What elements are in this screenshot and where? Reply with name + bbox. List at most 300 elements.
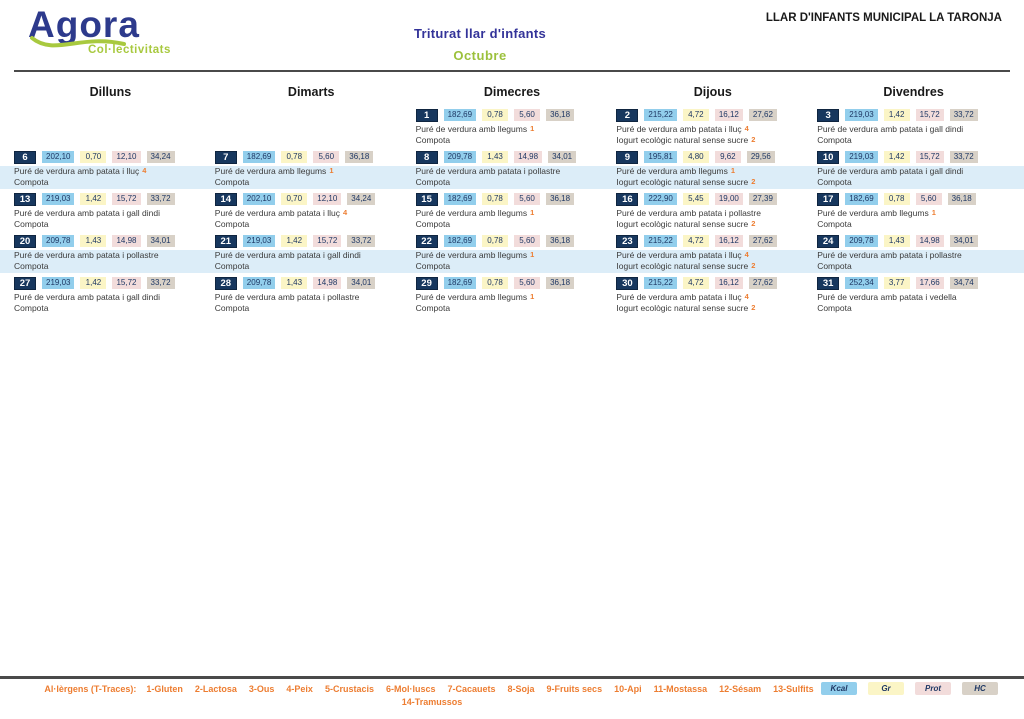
gr-value: 4,72: [683, 109, 709, 121]
menu-item: [416, 177, 609, 188]
prot-value: 16,12: [715, 109, 743, 121]
hc-value: 33,72: [147, 193, 175, 205]
menu-item-text: Puré de verdura amb patata i lluç: [616, 292, 742, 302]
legend-hc-badge: HC: [962, 682, 998, 695]
menu-item: [416, 261, 609, 272]
menu-item: [215, 303, 408, 314]
prot-value: 15,72: [916, 109, 944, 121]
kcal-value: 219,03: [845, 109, 877, 121]
day-cell-header: [616, 192, 809, 206]
menu-item-text: Compota: [817, 303, 852, 313]
menu-item-text: Puré de verdura amb patata i gall dindi: [817, 166, 964, 176]
day-cell-header: [817, 150, 1010, 164]
gr-value: 0,78: [482, 193, 508, 205]
prot-value: 14,98: [514, 151, 542, 163]
kcal-value: 195,81: [644, 151, 676, 163]
allergen-number: 1: [931, 208, 936, 217]
day-cell-header: [616, 108, 809, 122]
day-cell: [616, 192, 809, 234]
menu-item: [416, 166, 609, 177]
menu-item: [416, 135, 609, 146]
menu-item: [215, 166, 408, 177]
week-row: [14, 150, 1010, 192]
prot-value: 16,12: [715, 235, 743, 247]
allergen-number: 2: [751, 177, 756, 186]
kcal-value: 209,78: [845, 235, 877, 247]
day-number-badge: 31: [817, 277, 839, 290]
kcal-value: 182,69: [845, 193, 877, 205]
menu-item-text: Puré de verdura amb llegums: [415, 208, 528, 218]
allergen-legend-item: 4-Peix: [286, 684, 313, 694]
week-row: [14, 108, 1010, 150]
day-number-badge: 8: [416, 151, 438, 164]
menu-item-text: Iogurt ecològic natural sense sucre: [616, 135, 749, 145]
title-block: [330, 0, 630, 63]
allergen-number: 4: [343, 208, 348, 217]
menu-item-text: Compota: [817, 261, 852, 271]
gr-value: 1,42: [80, 193, 106, 205]
menu-item-text: Puré de verdura amb patata i gall dindi: [214, 250, 361, 260]
prot-value: 5,60: [514, 193, 540, 205]
kcal-value: 219,03: [42, 193, 74, 205]
menu-item-text: Puré de verdura amb patata i gall dindi: [14, 292, 161, 302]
menu-item: [14, 292, 207, 303]
menu-item: [616, 135, 809, 146]
menu-item: [616, 219, 809, 230]
kcal-value: 215,22: [644, 109, 676, 121]
allergen-legend-item: 12-Sésam: [719, 684, 762, 694]
day-cell: [416, 150, 609, 192]
prot-value: 15,72: [112, 193, 140, 205]
gr-value: 0,78: [482, 235, 508, 247]
day-number-badge: 30: [616, 277, 638, 290]
day-cell-header: [215, 192, 408, 206]
menu-item-text: Compota: [817, 135, 852, 145]
kcal-value: 209,78: [444, 151, 476, 163]
prot-value: 14,98: [313, 277, 341, 289]
footer-divider: [0, 676, 1024, 679]
day-cell-header: [416, 276, 609, 290]
day-cell: [215, 234, 408, 276]
menu-item: [14, 208, 207, 219]
menu-item: [14, 219, 207, 230]
menu-item: [416, 250, 609, 261]
kcal-value: 202,10: [243, 193, 275, 205]
gr-value: 3,77: [884, 277, 910, 289]
menu-item: [215, 208, 408, 219]
menu-item: [817, 219, 1010, 230]
day-number-badge: 22: [416, 235, 438, 248]
allergen-number: 2: [751, 261, 756, 270]
kcal-value: 209,78: [243, 277, 275, 289]
menu-item-text: Compota: [214, 303, 250, 313]
menu-item: [817, 208, 1010, 219]
gr-value: 1,42: [281, 235, 307, 247]
day-cell: [616, 276, 809, 318]
agora-logo: [28, 4, 198, 66]
day-cell-header: [14, 234, 207, 248]
menu-item: [616, 208, 809, 219]
day-number-badge: 1: [416, 109, 438, 122]
logo-subtitle: Col·lectivitats: [88, 44, 171, 56]
day-number-badge: 28: [215, 277, 237, 290]
week-row: [14, 234, 1010, 276]
day-cell-header: [416, 108, 609, 122]
kcal-value: 182,69: [444, 109, 476, 121]
prot-value: 19,00: [715, 193, 743, 205]
day-number-badge: 23: [616, 235, 638, 248]
day-number-badge: 15: [416, 193, 438, 206]
empty-day-cell: [215, 108, 408, 150]
menu-item: [817, 250, 1010, 261]
menu-item: [416, 219, 609, 230]
gr-value: 0,78: [482, 277, 508, 289]
day-cell-header: [817, 276, 1010, 290]
kcal-value: 215,22: [644, 235, 676, 247]
weekday-header: Dimarts: [287, 85, 335, 99]
menu-item: [215, 177, 408, 188]
legend-gr-badge: Gr: [868, 682, 904, 695]
gr-value: 1,43: [482, 151, 508, 163]
menu-item-text: Compota: [214, 177, 250, 187]
empty-day-cell: [14, 108, 207, 150]
menu-item-text: Iogurt ecològic natural sense sucre: [616, 219, 749, 229]
gr-value: 4,72: [683, 277, 709, 289]
gr-value: 1,43: [80, 235, 106, 247]
page-header: [0, 0, 1024, 70]
hc-value: 34,01: [147, 235, 175, 247]
weekday-header: Dimecres: [483, 85, 541, 99]
allergen-legend-item: 13-Sulfits: [773, 684, 814, 694]
allergen-legend-prefix: Al·lèrgens (T-Traces):: [44, 684, 137, 694]
kcal-value: 182,69: [444, 193, 476, 205]
menu-item: [616, 303, 809, 314]
hc-value: 33,72: [950, 151, 978, 163]
menu-item: [416, 303, 609, 314]
hc-value: 29,56: [747, 151, 775, 163]
day-cell-header: [616, 150, 809, 164]
menu-item-text: Compota: [214, 261, 250, 271]
hc-value: 36,18: [345, 151, 373, 163]
hc-value: 34,24: [347, 193, 375, 205]
prot-value: 12,10: [112, 151, 140, 163]
day-cell-header: [817, 234, 1010, 248]
gr-value: 1,42: [80, 277, 106, 289]
hc-value: 34,01: [548, 151, 576, 163]
month-label: Octubre: [453, 48, 507, 63]
day-cell: [817, 276, 1010, 318]
allergen-number: 1: [530, 250, 535, 259]
day-cell: [616, 108, 809, 150]
menu-item: [14, 303, 207, 314]
day-number-badge: 24: [817, 235, 839, 248]
menu-item-text: Compota: [415, 303, 451, 313]
nutrient-color-legend: [821, 682, 998, 695]
day-cell: [817, 192, 1010, 234]
menu-item: [817, 166, 1010, 177]
menu-item-text: Puré de verdura amb patata i pollastre: [14, 250, 159, 260]
prot-value: 14,98: [916, 235, 944, 247]
kcal-value: 182,69: [243, 151, 275, 163]
prot-value: 15,72: [112, 277, 140, 289]
prot-value: 16,12: [715, 277, 743, 289]
day-cell: [416, 108, 609, 150]
menu-item: [215, 219, 408, 230]
day-cell: [416, 234, 609, 276]
allergen-number: 1: [530, 124, 535, 133]
menu-item: [616, 292, 809, 303]
day-number-badge: 17: [817, 193, 839, 206]
menu-item-text: Iogurt ecològic natural sense sucre: [616, 261, 749, 271]
day-number-badge: 6: [14, 151, 36, 164]
gr-value: 0,78: [482, 109, 508, 121]
allergen-legend-item: 7-Cacauets: [447, 684, 496, 694]
day-cell: [616, 150, 809, 192]
day-cell-header: [215, 150, 408, 164]
hc-value: 34,74: [950, 277, 978, 289]
allergen-number: 4: [744, 250, 749, 259]
menu-item-text: Puré de verdura amb patata i gall dindi: [14, 208, 161, 218]
day-cell: [416, 192, 609, 234]
day-cell-header: [817, 192, 1010, 206]
kcal-value: 215,22: [644, 277, 676, 289]
day-number-badge: 13: [14, 193, 36, 206]
allergen-number: 4: [142, 166, 147, 175]
menu-item-text: Puré de verdura amb patata i lluç: [14, 166, 140, 176]
allergen-legend-item: 6-Mol·luscs: [385, 684, 436, 694]
menu-item: [817, 124, 1010, 135]
hc-value: 27,62: [749, 109, 777, 121]
day-cell-header: [14, 150, 207, 164]
menu-item-text: Compota: [14, 261, 49, 271]
day-cell: [616, 234, 809, 276]
allergen-number: 1: [329, 166, 334, 175]
menu-item-text: Puré de verdura amb patata i lluç: [214, 208, 341, 218]
allergen-legend-item: 11-Mostassa: [653, 684, 708, 694]
allergen-number: 1: [530, 292, 535, 301]
day-number-badge: 3: [817, 109, 839, 122]
day-cell: [215, 276, 408, 318]
day-cell: [215, 192, 408, 234]
day-cell-header: [616, 276, 809, 290]
menu-item-text: Compota: [214, 219, 250, 229]
gr-value: 1,42: [884, 151, 910, 163]
day-cell: [416, 276, 609, 318]
allergen-number: 1: [530, 208, 535, 217]
hc-value: 36,18: [546, 277, 574, 289]
allergen-number: 4: [744, 292, 749, 301]
weekday-header: Divendres: [883, 85, 944, 99]
menu-item: [14, 166, 207, 177]
menu-item: [616, 166, 809, 177]
day-cell-header: [215, 276, 408, 290]
menu-item-text: Puré de verdura amb patata i vedella: [817, 292, 957, 302]
hc-value: 27,62: [749, 277, 777, 289]
hc-value: 36,18: [546, 235, 574, 247]
menu-item-text: Puré de verdura amb patata i pollastre: [214, 292, 360, 302]
prot-value: 15,72: [313, 235, 341, 247]
hc-value: 36,18: [546, 109, 574, 121]
prot-value: 5,60: [514, 235, 540, 247]
allergen-legend-line2: 14-Tramussos: [401, 697, 463, 707]
kcal-value: 252,34: [845, 277, 877, 289]
menu-item: [616, 250, 809, 261]
day-cell-header: [14, 192, 207, 206]
gr-value: 0,78: [884, 193, 910, 205]
kcal-value: 219,03: [845, 151, 877, 163]
menu-item: [416, 292, 609, 303]
menu-item: [616, 261, 809, 272]
menu-item: [817, 261, 1010, 272]
menu-item-text: Compota: [14, 219, 49, 229]
menu-item-text: Compota: [415, 177, 451, 187]
calendar-grid: [14, 108, 1010, 318]
prot-value: 5,60: [916, 193, 942, 205]
menu-item-text: Iogurt ecològic natural sense sucre: [616, 303, 749, 313]
menu-item: [416, 124, 609, 135]
weekday-header-row: [14, 85, 1010, 99]
day-cell-header: [817, 108, 1010, 122]
allergen-number: 2: [751, 303, 756, 312]
allergen-number: 4: [744, 124, 749, 133]
gr-value: 1,42: [884, 109, 910, 121]
day-cell: [817, 234, 1010, 276]
legend-kcal-badge: Kcal: [821, 682, 857, 695]
day-number-badge: 7: [215, 151, 237, 164]
prot-value: 12,10: [313, 193, 341, 205]
allergen-legend-item: 9-Fruits secs: [546, 684, 603, 694]
menu-item-text: Puré de verdura amb patata i pollastre: [415, 166, 561, 176]
gr-value: 5,45: [683, 193, 709, 205]
weekday-header: Dilluns: [89, 85, 132, 99]
prot-value: 5,60: [514, 109, 540, 121]
menu-item-text: Compota: [14, 303, 49, 313]
day-cell: [215, 150, 408, 192]
menu-item: [14, 250, 207, 261]
menu-item-text: Puré de verdura amb patata i lluç: [616, 124, 742, 134]
hc-value: 27,39: [749, 193, 777, 205]
day-cell-header: [416, 234, 609, 248]
allergen-legend: [30, 684, 834, 694]
weekday-header: Dijous: [693, 85, 732, 99]
gr-value: 1,43: [884, 235, 910, 247]
allergen-legend-item: 3-Ous: [248, 684, 275, 694]
allergen-number: 1: [730, 166, 736, 175]
document-title: Triturat llar d'infants: [413, 26, 547, 41]
kcal-value: 209,78: [42, 235, 74, 247]
day-cell-header: [416, 150, 609, 164]
menu-item-text: Puré de verdura amb llegums: [214, 166, 327, 176]
school-name: LLAR D'INFANTS MUNICIPAL LA TARONJA: [765, 12, 1002, 24]
kcal-value: 182,69: [444, 277, 476, 289]
hc-value: 34,01: [347, 277, 375, 289]
menu-item: [215, 250, 408, 261]
gr-value: 1,43: [281, 277, 307, 289]
menu-item-text: Puré de verdura amb llegums: [415, 292, 528, 302]
hc-value: 34,01: [950, 235, 978, 247]
day-number-badge: 16: [616, 193, 638, 206]
kcal-value: 202,10: [42, 151, 74, 163]
day-cell: [14, 150, 207, 192]
kcal-value: 182,69: [444, 235, 476, 247]
menu-item-text: Compota: [14, 177, 49, 187]
menu-item-text: Puré de verdura amb patata i pollastre: [817, 250, 962, 260]
prot-value: 9,62: [715, 151, 741, 163]
gr-value: 0,78: [281, 151, 307, 163]
day-cell: [14, 276, 207, 318]
hc-value: 34,24: [147, 151, 175, 163]
day-number-badge: 2: [616, 109, 638, 122]
menu-item: [416, 208, 609, 219]
menu-item-text: Puré de verdura amb llegums: [817, 208, 929, 218]
hc-value: 33,72: [147, 277, 175, 289]
menu-item-text: Puré de verdura amb patata i lluç: [616, 250, 742, 260]
gr-value: 4,72: [683, 235, 709, 247]
day-number-badge: 20: [14, 235, 36, 248]
allergen-legend-item: 8-Soja: [507, 684, 535, 694]
menu-item-text: Puré de verdura amb llegums: [616, 166, 728, 176]
hc-value: 27,62: [749, 235, 777, 247]
prot-value: 14,98: [112, 235, 140, 247]
menu-item-text: Puré de verdura amb patata i gall dindi: [817, 124, 964, 134]
prot-value: 5,60: [313, 151, 339, 163]
hc-value: 36,18: [546, 193, 574, 205]
menu-item: [215, 292, 408, 303]
allergen-number: 2: [751, 135, 756, 144]
day-cell-header: [616, 234, 809, 248]
menu-item-text: Iogurt ecològic natural sense sucre: [616, 177, 749, 187]
legend-prot-badge: Prot: [915, 682, 951, 695]
menu-item: [817, 292, 1010, 303]
day-number-badge: 9: [616, 151, 638, 164]
week-row: [14, 192, 1010, 234]
day-cell-header: [416, 192, 609, 206]
gr-value: 0,70: [80, 151, 106, 163]
day-number-badge: 29: [416, 277, 438, 290]
day-cell: [14, 192, 207, 234]
day-number-badge: 21: [215, 235, 237, 248]
prot-value: 5,60: [514, 277, 540, 289]
menu-item-text: Compota: [415, 261, 451, 271]
menu-item: [14, 261, 207, 272]
allergen-legend-item: 1-Gluten: [146, 684, 183, 694]
hc-value: 33,72: [950, 109, 978, 121]
menu-item: [817, 177, 1010, 188]
menu-item-text: Compota: [415, 135, 451, 145]
menu-item-text: Compota: [415, 219, 451, 229]
logo-wordmark: Agora: [28, 4, 140, 45]
allergen-legend-item: 10-Api: [614, 684, 642, 694]
day-cell: [817, 108, 1010, 150]
allergen-legend-item: 2-Lactosa: [194, 684, 237, 694]
kcal-value: 222,90: [644, 193, 676, 205]
menu-item-text: Compota: [817, 177, 852, 187]
menu-item: [616, 124, 809, 135]
menu-item: [817, 135, 1010, 146]
kcal-value: 219,03: [243, 235, 275, 247]
day-cell: [817, 150, 1010, 192]
menu-item-text: Compota: [817, 219, 852, 229]
day-number-badge: 14: [215, 193, 237, 206]
day-number-badge: 10: [817, 151, 839, 164]
page-footer: [0, 676, 1024, 719]
week-row: [14, 276, 1010, 318]
menu-item: [616, 177, 809, 188]
day-cell: [14, 234, 207, 276]
menu-item-text: Puré de verdura amb patata i pollastre: [616, 208, 761, 218]
day-cell-header: [14, 276, 207, 290]
gr-value: 0,70: [281, 193, 307, 205]
